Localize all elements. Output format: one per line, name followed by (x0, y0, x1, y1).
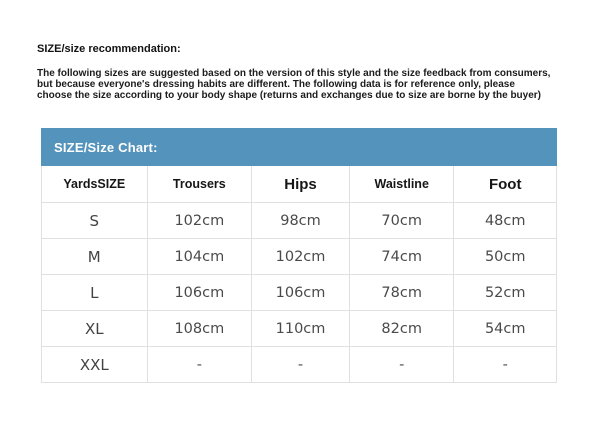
cell-trousers: 108cm (147, 311, 252, 347)
cell-trousers: 104cm (147, 239, 252, 275)
cell-hips: 102cm (252, 239, 350, 275)
cell-trousers: 102cm (147, 203, 252, 239)
column-header-trousers: Trousers (147, 166, 252, 203)
cell-waistline: 82cm (349, 311, 454, 347)
cell-foot: - (454, 347, 557, 383)
cell-size: L (42, 275, 148, 311)
table-row-l (42, 275, 557, 311)
column-header-yardssize: YardsSIZE (42, 166, 148, 203)
cell-waistline: - (349, 347, 454, 383)
size-chart-table (41, 166, 557, 383)
cell-size: M (42, 239, 148, 275)
table-row-xxl (42, 347, 557, 383)
cell-hips: 106cm (252, 275, 350, 311)
cell-waistline: 74cm (349, 239, 454, 275)
cell-waistline: 70cm (349, 203, 454, 239)
cell-foot: 48cm (454, 203, 557, 239)
recommendation-line-1: The following sizes are suggested based on the version of this style and the size feedback from consumers, (37, 68, 551, 79)
cell-hips: 110cm (252, 311, 350, 347)
cell-foot: 52cm (454, 275, 557, 311)
column-header-foot: Foot (454, 166, 557, 203)
cell-waistline: 78cm (349, 275, 454, 311)
cell-size: XXL (42, 347, 148, 383)
recommendation-line-2: but because everyone's dressing habits are different. The following data is for reference only, please (37, 79, 515, 90)
size-recommendation-title: SIZE/size recommendation: (37, 43, 181, 55)
table-row-s (42, 203, 557, 239)
table-row-xl (42, 311, 557, 347)
cell-foot: 50cm (454, 239, 557, 275)
cell-foot: 54cm (454, 311, 557, 347)
table-row-m (42, 239, 557, 275)
table-header-row (42, 166, 557, 203)
cell-hips: - (252, 347, 350, 383)
cell-trousers: - (147, 347, 252, 383)
cell-size: S (42, 203, 148, 239)
recommendation-line-3: choose the size according to your body shape (returns and exchanges due to size are borne by the buyer) (37, 90, 542, 101)
cell-size: XL (42, 311, 148, 347)
cell-trousers: 106cm (147, 275, 252, 311)
size-recommendation-text (37, 68, 550, 101)
column-header-waistline: Waistline (349, 166, 454, 203)
size-chart-title: SIZE/Size Chart: (54, 139, 158, 155)
column-header-hips: Hips (252, 166, 350, 203)
cell-hips: 98cm (252, 203, 350, 239)
size-chart-title-bar (41, 128, 557, 166)
